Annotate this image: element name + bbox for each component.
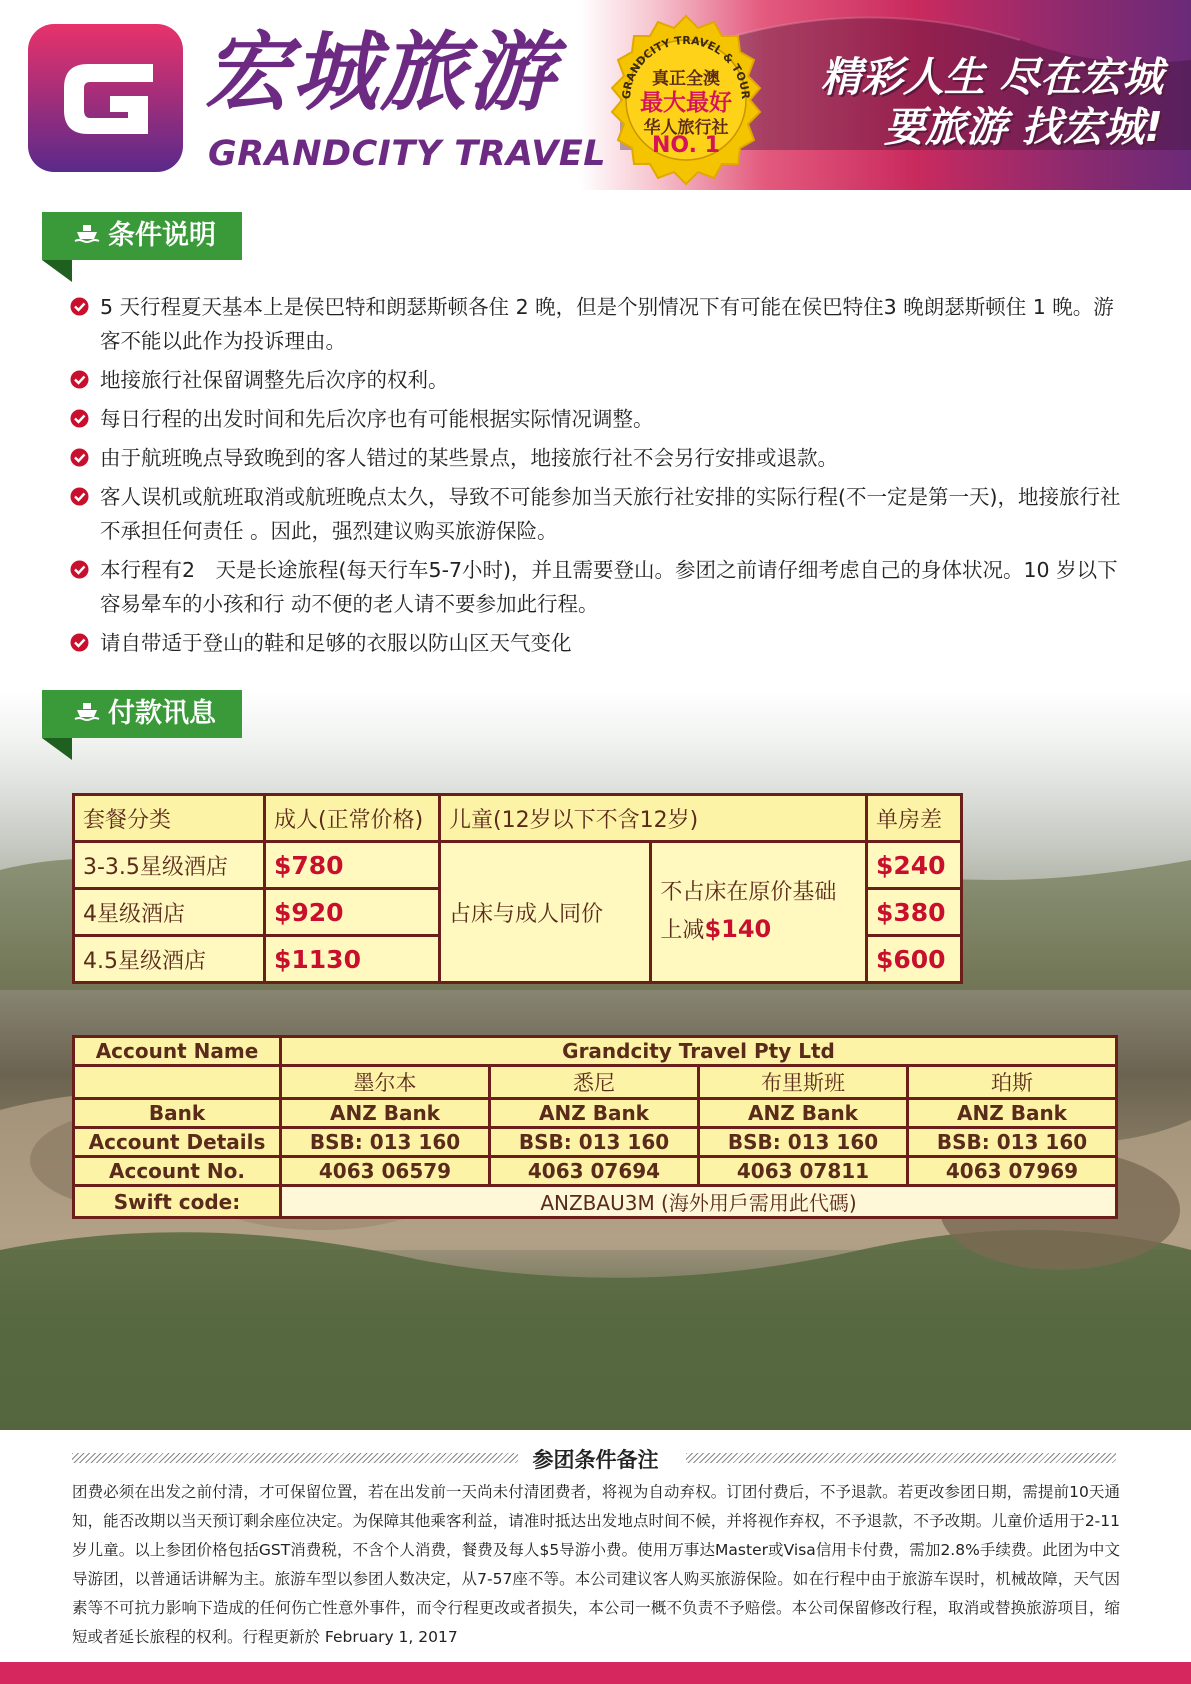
table-cell: 布里斯班 <box>699 1066 908 1099</box>
table-cell: ANZ Bank <box>699 1099 908 1128</box>
check-circle-icon <box>70 448 89 467</box>
table-cell: $920 <box>265 889 440 936</box>
table-cell: $780 <box>265 842 440 889</box>
terms-section-tag <box>42 212 242 264</box>
svg-text:GRANDCITY TRAVEL & TOUR: GRANDCITY TRAVEL & TOUR <box>619 33 753 100</box>
slogan-line-1: 精彩人生 尽在宏城 <box>820 53 1163 101</box>
table-cell: 4063 07811 <box>699 1157 908 1186</box>
table-cell: $1130 <box>265 936 440 983</box>
check-circle-icon <box>70 487 89 506</box>
brand-english-name: GRANDCITY TRAVEL <box>208 134 607 174</box>
check-circle-icon <box>70 297 89 316</box>
table-cell: 4063 06579 <box>281 1157 490 1186</box>
check-circle-icon <box>70 633 89 652</box>
table-cell: ANZ Bank <box>281 1099 490 1128</box>
bank-account-table <box>72 1035 1118 1219</box>
table-header-cell: 儿童(12岁以下不含12岁) <box>440 795 867 842</box>
price-table <box>72 793 963 984</box>
terms-list <box>70 290 1130 665</box>
table-cell: Account Details <box>74 1128 281 1157</box>
table-cell: 4.5星级酒店 <box>74 936 265 983</box>
terms-section-title: 条件说明 <box>108 220 216 251</box>
list-item: 请自带适于登山的鞋和足够的衣服以防山区天气变化 <box>70 626 1130 660</box>
table-header-cell: 单房差 <box>867 795 962 842</box>
payment-section-title: 付款讯息 <box>108 698 216 729</box>
table-cell: ANZ Bank <box>908 1099 1117 1128</box>
child-with-bed-cell: 占床与成人同价 <box>440 842 651 983</box>
table-cell: $380 <box>867 889 962 936</box>
table-cell: 悉尼 <box>490 1066 699 1099</box>
table-row <box>74 1186 1117 1218</box>
table-header-cell: 成人(正常价格) <box>265 795 440 842</box>
table-cell: 珀斯 <box>908 1066 1117 1099</box>
table-cell: Bank <box>74 1099 281 1128</box>
child-no-bed-cell: 不占床在原价基础上减$140 <box>651 842 867 983</box>
table-header-cell: 套餐分类 <box>74 795 265 842</box>
list-item: 每日行程的出发时间和先后次序也有可能根据实际情况调整。 <box>70 402 1130 436</box>
table-cell: 墨尔本 <box>281 1066 490 1099</box>
seal-line-4: NO. 1 <box>652 133 720 158</box>
payment-section-tag <box>42 690 242 742</box>
grandcity-logo-icon <box>28 24 183 172</box>
table-row <box>74 1128 1117 1157</box>
list-item: 地接旅行社保留调整先后次序的权利。 <box>70 363 1130 397</box>
table-row <box>74 1037 1117 1066</box>
ship-icon <box>74 213 100 261</box>
page-header <box>0 0 1191 190</box>
table-row <box>74 795 962 842</box>
table-cell: 4063 07969 <box>908 1157 1117 1186</box>
table-cell: 4063 07694 <box>490 1157 699 1186</box>
table-cell: BSB: 013 160 <box>908 1128 1117 1157</box>
footer-color-bar <box>0 1662 1191 1684</box>
list-item: 由于航班晚点导致晚到的客人错过的某些景点，地接旅行社不会另行安排或退款。 <box>70 441 1130 475</box>
table-cell: 3-3.5星级酒店 <box>74 842 265 889</box>
ship-icon <box>74 691 100 739</box>
table-cell: Swift code: <box>74 1186 281 1218</box>
brand-chinese-name: 宏城旅游 <box>204 22 556 123</box>
table-cell: ANZBAU3M (海外用戶需用此代碼) <box>281 1186 1117 1218</box>
table-row <box>74 1099 1117 1128</box>
check-circle-icon <box>70 560 89 579</box>
table-cell: $600 <box>867 936 962 983</box>
seal-line-1: 真正全澳 <box>652 69 720 89</box>
seal-line-3: 华人旅行社 <box>643 118 729 138</box>
table-row <box>74 842 962 889</box>
table-cell: $240 <box>867 842 962 889</box>
table-cell: BSB: 013 160 <box>699 1128 908 1157</box>
notes-title: 参团条件备注 <box>532 1448 659 1472</box>
list-item: 客人误机或航班取消或航班晚点太久，导致不可能参加当天旅行社安排的实际行程(不一定是第一天)，地接旅行社不承担任何责任 。因此，强烈建议购买旅游保险。 <box>70 480 1130 548</box>
slogan-line-2: 要旅游 找宏城! <box>884 103 1163 151</box>
table-cell: Account Name <box>74 1037 281 1066</box>
table-row <box>74 1066 1117 1099</box>
list-item: 5 天行程夏天基本上是侯巴特和朗瑟斯顿各住 2 晚，但是个别情况下有可能在侯巴特住3 晚朗瑟斯顿住 1 晚。游客不能以此作为投诉理由。 <box>70 290 1130 358</box>
table-cell: Account No. <box>74 1157 281 1186</box>
check-circle-icon <box>70 409 89 428</box>
table-cell: Grandcity Travel Pty Ltd <box>281 1037 1117 1066</box>
list-item: 本行程有2 天是长途旅程(每天行车5-7小时)，并且需要登山。参团之前请仔细考虑自己的身体状况。10 岁以下容易晕车的小孩和行 动不便的老人请不要参加此行程。 <box>70 553 1130 621</box>
table-cell: BSB: 013 160 <box>281 1128 490 1157</box>
table-row <box>74 1157 1117 1186</box>
table-cell: BSB: 013 160 <box>490 1128 699 1157</box>
seal-line-2: 最大最好 <box>640 90 732 116</box>
check-circle-icon <box>70 370 89 389</box>
table-cell <box>74 1066 281 1099</box>
notes-body: 团费必须在出发之前付清，才可保留位置，若在出发前一天尚未付清团费者，将视为自动弃权。订团付费后，不予退款。若更改参团日期，需提前10天通知，能否改期以当天预订剩余座位决定。为保障其他乘客利益，请准时抵达出发地点时间不候，并将视作弃权，不予退款，不予改期。儿童价适用于2-11岁儿童。以上参团价格包括GST消费税，不含个人消费，餐费及每人$5导游小费。使用万事达Master或Visa信用卡付费，需加2.8%手续费。此团为中文导游团，以普通话讲解为主。旅游车型以参团人数决定，从7-57座不等。本公司建议客人购买旅游保险。如在行程中由于旅游车误时，机械故障，天气因素等不可抗力影响下造成的任何伤亡性意外事件，而令行程更改或者损失，本公司一概不负责不予赔偿。本公司保留修改行程，取消或替换旅游项目，缩短或者延长旅程的权利。行程更新於 February 1, 2017 <box>72 1483 1120 1646</box>
table-cell: 4星级酒店 <box>74 889 265 936</box>
table-cell: ANZ Bank <box>490 1099 699 1128</box>
